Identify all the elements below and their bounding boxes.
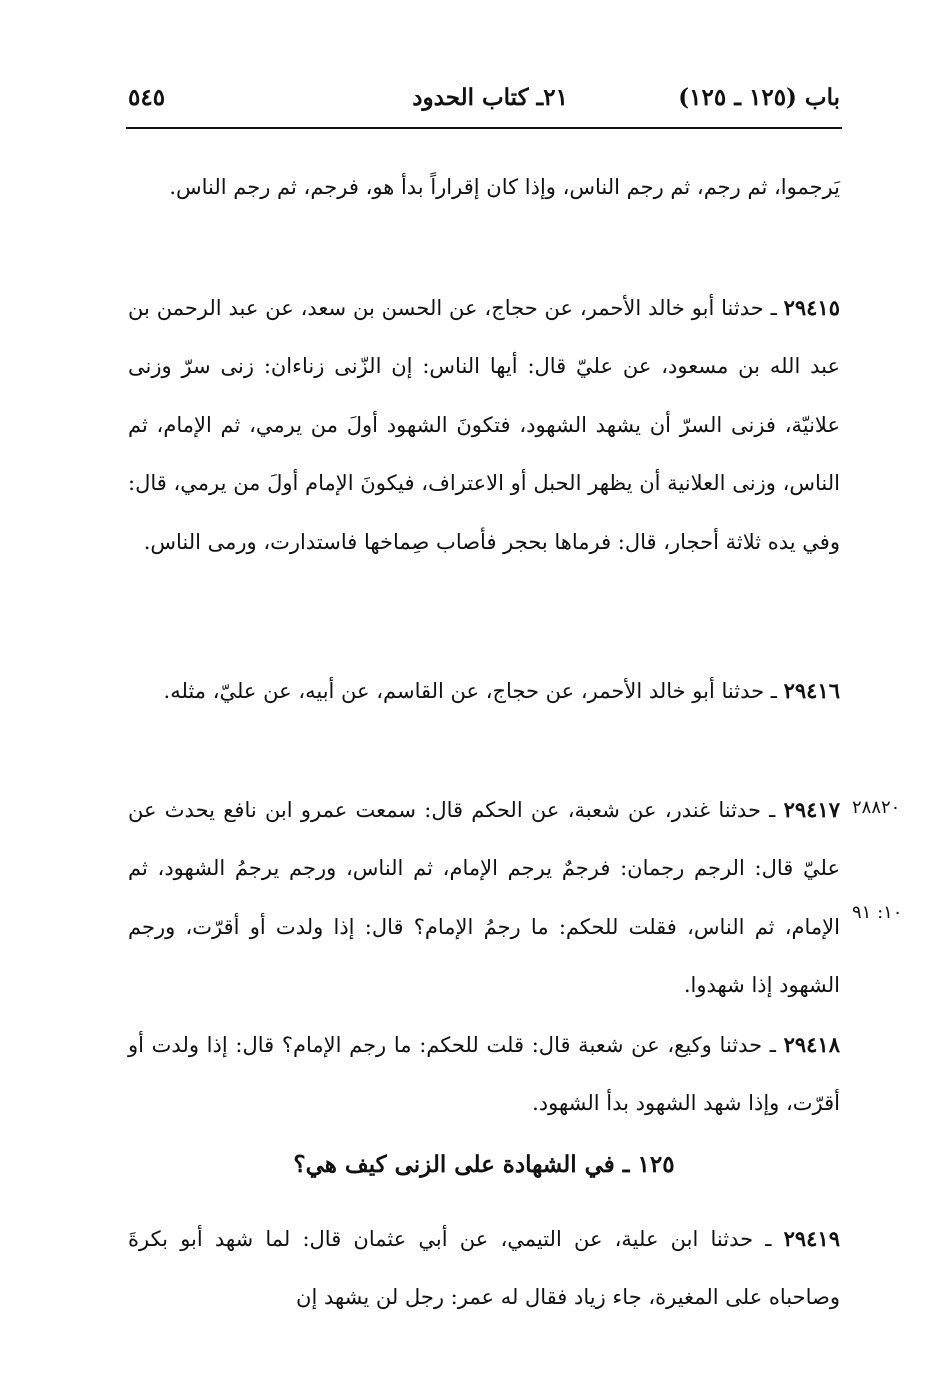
page-number: ٥٤٥ bbox=[128, 84, 166, 111]
hadith-text: ـ حدثنا أبو خالد الأحمر، عن حجاج، عن القاسم، عن أبيه، عن عليّ، مثله. bbox=[163, 679, 784, 703]
section-heading: ١٢٥ ـ في الشهادة على الزنى كيف هي؟ bbox=[293, 1151, 675, 1178]
running-header bbox=[128, 84, 840, 124]
margin-reference: ١٠: ٩١ bbox=[852, 902, 903, 923]
hadith-paragraph bbox=[128, 279, 840, 571]
hadith-paragraph bbox=[128, 781, 840, 1015]
hadith-text: ـ حدثنا أبو خالد الأحمر، عن حجاج، عن الحسن بن سعد، عن عبد الرحمن بن عبد الله بن مسعود، عن عليّ قال: أيها الناس: إن الزّنى زناءان: زنى سرّ وزنى علانيّة، فزنى السرّ أن يشهد الشهود، فتكونَ الشهود أولَ من يرمي، ثم الإمام، ثم الناس، وزنى العلانية أن يظهر الحبل أو الاعتراف، فيكونَ الإمام أولَ من يرمي، قال: وفي يده ثلاثة أحجار، قال: فرماها بحجر فأصاب صِماخها فاستدارت، ورمى الناس. bbox=[128, 296, 840, 554]
hadith-number: ٢٩٤١٧ bbox=[783, 797, 840, 822]
hadith-paragraph bbox=[128, 1210, 840, 1327]
hadith-number: ٢٩٤١٦ bbox=[783, 678, 840, 703]
hadith-paragraph bbox=[128, 662, 840, 720]
hadith-number: ٢٩٤١٩ bbox=[783, 1226, 840, 1251]
continuation-paragraph bbox=[128, 158, 840, 216]
hadith-paragraph bbox=[128, 1016, 840, 1133]
header-rule bbox=[126, 127, 842, 129]
continuation-text: يَرجموا، ثم رجم، ثم رجم الناس، وإذا كان إقراراً بدأ هو، فرجم، ثم رجم الناس. bbox=[169, 175, 840, 199]
margin-reference: ٢٨٨٢٠ bbox=[852, 797, 901, 818]
hadith-text: ـ حدثنا غندر، عن شعبة، عن الحكم قال: سمعت عمرو ابن نافع يحدث عن عليّ قال: الرجم رجمان: فرجمٌ يرجم الإمام، ثم الناس، ورجم يرجمُ الشهود، ثم الإمام، ثم الناس، فقلت للحكم: ما رجمُ الإمام؟ قال: إذا ولدت أو أقرّت، ورجم الشهود إذا شهدوا. bbox=[128, 798, 840, 998]
hadith-text: ـ حدثنا ابن علية، عن التيمي، عن أبي عثمان قال: لما شهد أبو بكرةَ وصاحباه على المغيرة، جاء زياد فقال له عمر: رجل لن يشهد إن bbox=[128, 1227, 840, 1310]
chapter-range: باب (١٢٥ ـ ١٢٥) bbox=[678, 84, 840, 111]
hadith-number: ٢٩٤١٥ bbox=[783, 295, 840, 320]
hadith-text: ـ حدثنا وكيع، عن شعبة قال: قلت للحكم: ما رجم الإمام؟ قال: إذا ولدت أو أقرّت، وإذا شهد الشهود بدأ الشهود. bbox=[128, 1033, 840, 1116]
book-title: ٢١ـ كتاب الحدود bbox=[412, 84, 568, 111]
hadith-number: ٢٩٤١٨ bbox=[783, 1032, 840, 1057]
